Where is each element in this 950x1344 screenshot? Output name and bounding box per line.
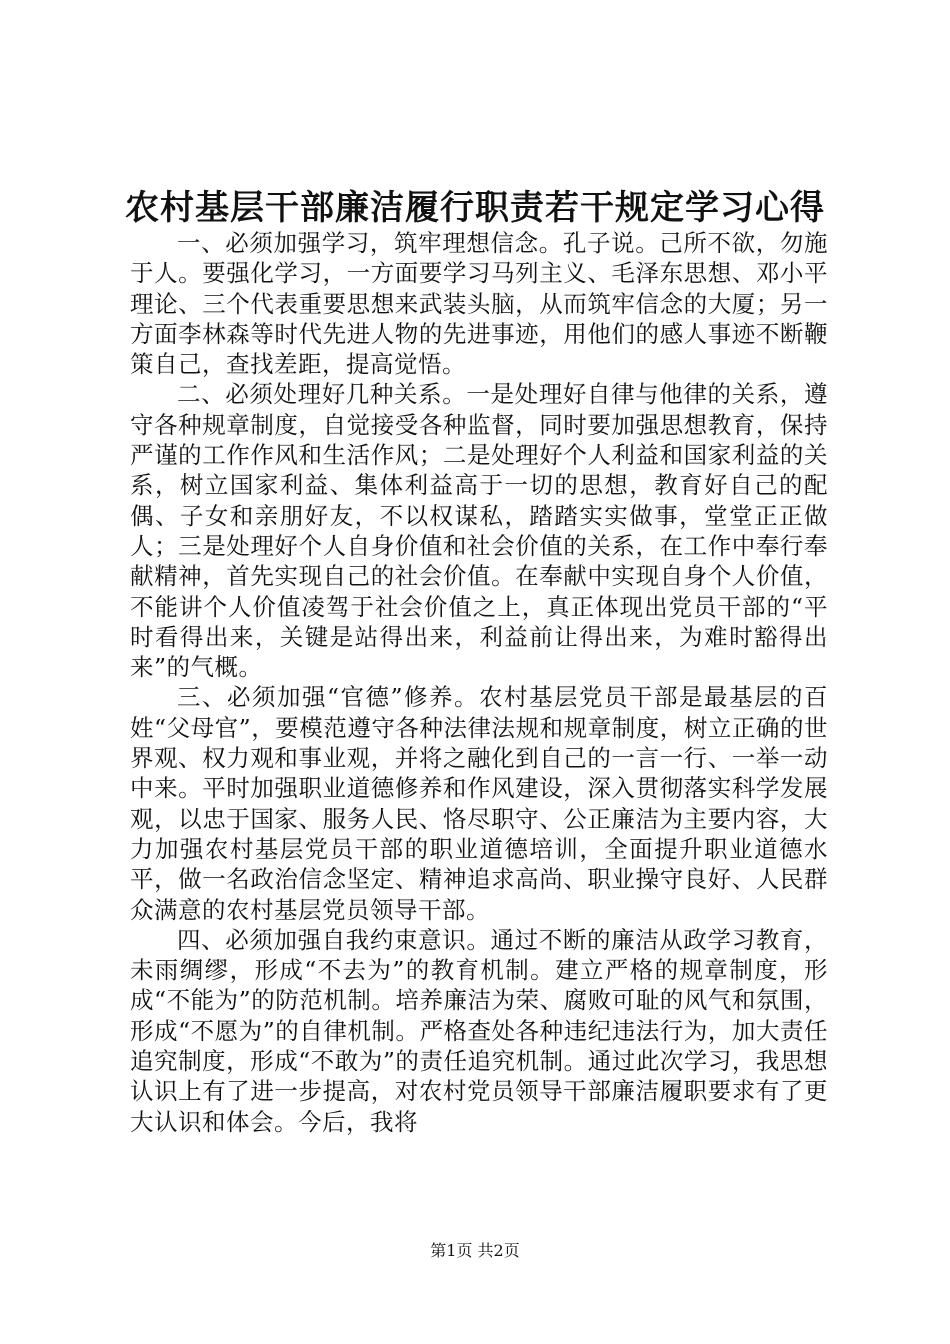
document-title: 农村基层干部廉洁履行职责若干规定学习心得 — [125, 188, 825, 228]
paragraph-3: 三、必须加强“官德”修养。农村基层党员干部是最基层的百姓“父母官”，要模范遵守各种法律法规和规章制度，树立正确的世界观、权力观和事业观，并将之融化到自己的一言一行、一举一动中来。平时加强职业道德修养和作风建设，深入贯彻落实科学发展观，以忠于国家、服务人民、恪尽职守、公正廉洁为主要内容，大力加强农村基层党员干部的职业道德培训，全面提升职业道德水平，做一名政治信念坚定、精神追求高尚、职业操守良好、人民群众满意的农村基层党员领导干部。 — [130, 683, 828, 924]
paragraph-1: 一、必须加强学习，筑牢理想信念。孔子说。己所不欲，勿施于人。要强化学习，一方面要学习马列主义、毛泽东思想、邓小平理论、三个代表重要思想来武装头脑，从而筑牢信念的大厦；另一方面李林森等时代先进人物的先进事迹，用他们的感人事迹不断鞭策自己，查找差距，提高觉悟。 — [130, 229, 828, 379]
page-number-footer: 第1页 共2页 — [430, 1241, 520, 1260]
paragraph-2: 二、必须处理好几种关系。一是处理好自律与他律的关系，遵守各种规章制度，自觉接受各种监督，同时要加强思想教育，保持严谨的工作作风和生活作风；二是处理好个人利益和国家利益的关系，树立国家利益、集体利益高于一切的思想，教育好自己的配偶、子女和亲朋好友，不以权谋私，踏踏实实做事，堂堂正正做人；三是处理好个人自身价值和社会价值的关系，在工作中奉行奉献精神，首先实现自己的社会价值。在奉献中实现自身个人价值，不能讲个人价值凌驾于社会价值之上，真正体现出党员干部的“平时看得出来，关键是站得出来，利益前让得出来，为难时豁得出来”的气概。 — [130, 380, 828, 682]
document-body — [130, 228, 828, 1137]
paragraph-4: 四、必须加强自我约束意识。通过不断的廉洁从政学习教育，未雨绸缪，形成“不去为”的教育机制。建立严格的规章制度，形成“不能为”的防范机制。培养廉洁为荣、腐败可耻的风气和氛围，形成“不愿为”的自律机制。严格查处各种违纪违法行为，加大责任追究制度，形成“不敢为”的责任追究机制。通过此次学习，我思想认识上有了进一步提高，对农村党员领导干部廉洁履职要求有了更大认识和体会。今后，我将 — [130, 925, 828, 1136]
